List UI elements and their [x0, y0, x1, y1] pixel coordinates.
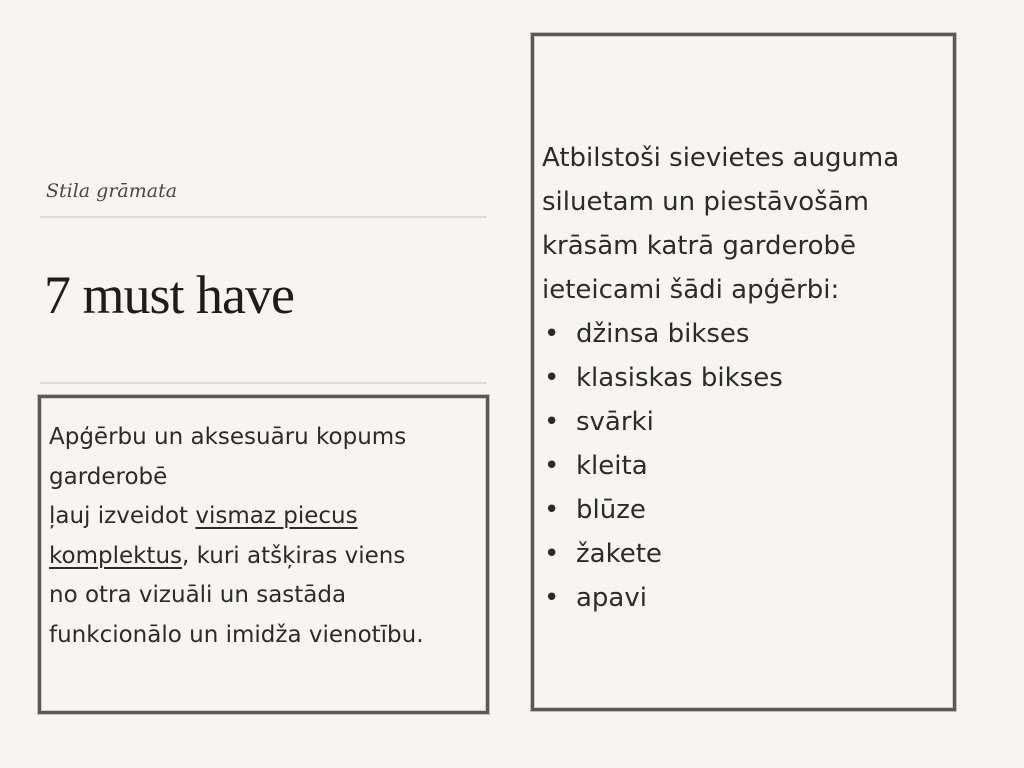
page-title: 7 must have — [44, 265, 294, 325]
definition-line-6: funkcionālo un imidža vienotību. — [49, 621, 424, 648]
definition-text — [49, 418, 478, 655]
wardrobe-intro: Atbilstoši sievietes auguma siluetam un piestāvošām krāsām katrā garderobē ieteicami šādi apģērbi: — [542, 143, 900, 305]
definition-line-5: no otra vizuāli un sastāda — [49, 582, 347, 608]
definition-line-1: Apģērbu un aksesuāru kopums — [49, 424, 407, 450]
list-item — [542, 576, 947, 620]
underlined-phrase-part-2: komplektus — [49, 542, 183, 569]
bullet-icon: • — [544, 407, 560, 437]
wardrobe-box — [531, 33, 956, 711]
list-item — [542, 488, 947, 532]
subtitle: Stila grāmata — [46, 180, 178, 202]
list-item-label: žakete — [576, 539, 662, 569]
divider-top — [40, 216, 487, 218]
list-item-label: blūze — [576, 495, 646, 525]
list-item-label: svārki — [576, 407, 654, 437]
list-item-label: džinsa bikses — [576, 319, 750, 349]
underlined-phrase-part-1: vismaz piecus — [195, 503, 358, 529]
definition-line-2: garderobē — [49, 463, 168, 490]
wardrobe-list — [542, 312, 947, 620]
list-item-label: klasiskas bikses — [576, 363, 783, 393]
definition-line-3: ļauj izveidot — [49, 503, 196, 529]
bullet-icon: • — [544, 583, 560, 613]
bullet-icon: • — [544, 495, 560, 525]
definition-box — [38, 395, 489, 714]
bullet-icon: • — [544, 319, 560, 349]
list-item — [542, 356, 947, 400]
bullet-icon: • — [544, 363, 560, 393]
list-item — [542, 400, 947, 444]
bullet-icon: • — [544, 451, 560, 481]
divider-bottom — [40, 382, 487, 384]
list-item-label: kleita — [576, 451, 648, 481]
definition-line-4: , kuri atšķiras viens — [182, 542, 406, 569]
bullet-icon: • — [544, 539, 560, 569]
list-item — [542, 312, 947, 356]
list-item — [542, 532, 947, 576]
list-item-label: apavi — [576, 583, 647, 613]
list-item — [542, 444, 947, 488]
